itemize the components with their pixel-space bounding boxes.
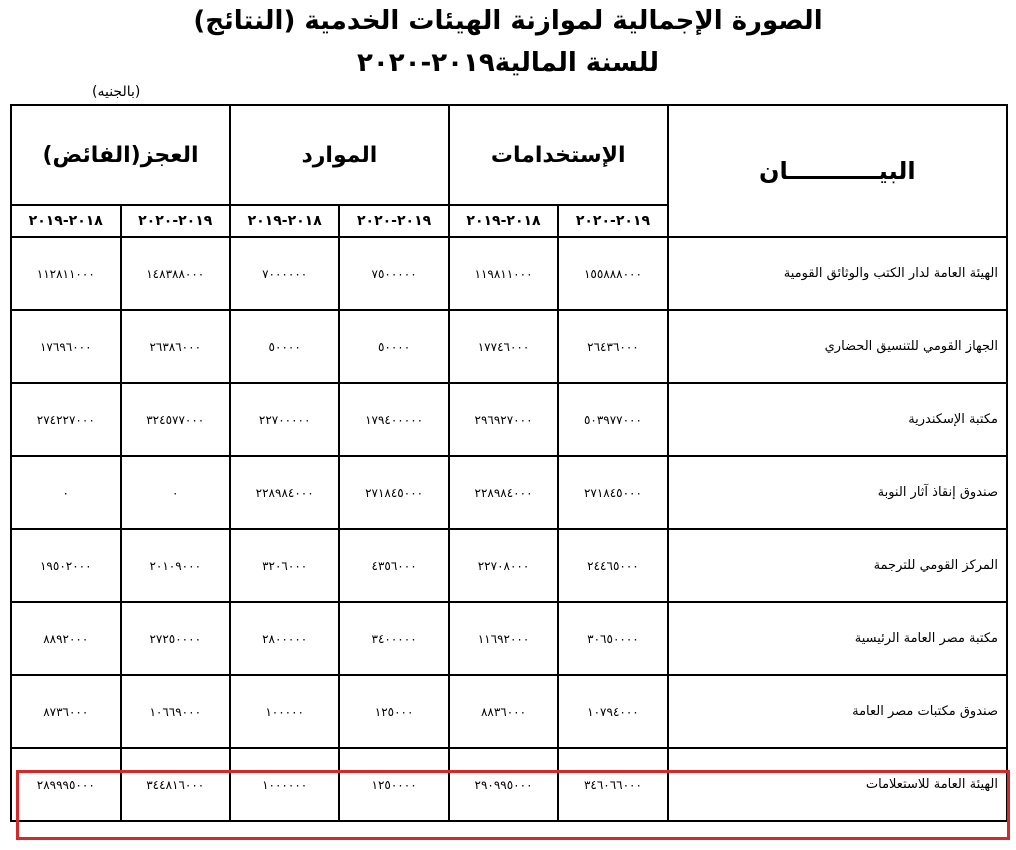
table-cell: ٢٨٠٠٠٠٠ (230, 602, 339, 675)
table-cell: ١٠٠٠٠٠٠ (230, 748, 339, 821)
table-cell: ١٤٨٣٨٨٠٠٠ (121, 237, 230, 310)
table-row (11, 602, 1007, 675)
table-cell: ٢٩٦٩٢٧٠٠٠ (449, 383, 558, 456)
table-cell: ١٠٦٦٩٠٠٠ (121, 675, 230, 748)
year-header: ٢٠١٩-٢٠٢٠ (121, 205, 230, 237)
budget-table (10, 104, 1008, 822)
table-cell: ٢٦٣٨٦٠٠٠ (121, 310, 230, 383)
table-cell: ٧٠٠٠٠٠٠ (230, 237, 339, 310)
row-label: صندوق إنقاذ آثار النوبة (668, 456, 1007, 529)
group-header-deficit: العجز(الفائض) (11, 105, 230, 205)
page-subtitle: للسنة المالية٢٠١٩-٢٠٢٠ (356, 48, 660, 78)
table-row (11, 675, 1007, 748)
table-cell: ٧٥٠٠٠٠٠ (339, 237, 448, 310)
table-cell: ١٩٥٠٢٠٠٠ (11, 529, 121, 602)
table-cell: ١٠٧٩٤٠٠٠ (558, 675, 667, 748)
table-cell: ١١٩٨١١٠٠٠ (449, 237, 558, 310)
table-cell: ٢٠١٠٩٠٠٠ (121, 529, 230, 602)
table-row (11, 748, 1007, 821)
table-cell: ١٧٧٤٦٠٠٠ (449, 310, 558, 383)
table-cell: ٣٤٦٠٦٦٠٠٠ (558, 748, 667, 821)
table-cell: ٣٤٤٨١٦٠٠٠ (121, 748, 230, 821)
table-row (11, 310, 1007, 383)
table-cell: ١٧٩٤٠٠٠٠٠ (339, 383, 448, 456)
table-cell: ٤٣٥٦٠٠٠ (339, 529, 448, 602)
row-label: صندوق مكتبات مصر العامة (668, 675, 1007, 748)
table-cell: ٥٠٠٠٠ (230, 310, 339, 383)
table-cell: ٨٧٣٦٠٠٠ (11, 675, 121, 748)
table-cell: ٢٨٩٩٩٥٠٠٠ (11, 748, 121, 821)
table-cell: ٢٢٨٩٨٤٠٠٠ (449, 456, 558, 529)
unit-note: (بالجنيه) (92, 84, 141, 100)
table-cell: ١٢٥٠٠٠ (339, 675, 448, 748)
year-header: ٢٠١٩-٢٠٢٠ (339, 205, 448, 237)
table-cell: ٢٧٤٢٢٧٠٠٠ (11, 383, 121, 456)
table-cell: ٣٤٠٠٠٠٠ (339, 602, 448, 675)
row-label: مكتبة الإسكندرية (668, 383, 1007, 456)
year-header: ٢٠١٩-٢٠٢٠ (558, 205, 667, 237)
table-cell: ٢٧٢٥٠٠٠٠ (121, 602, 230, 675)
table-cell: ١١٢٨١١٠٠٠ (11, 237, 121, 310)
table-cell: ١٠٠٠٠٠ (230, 675, 339, 748)
group-header-resources: الموارد (230, 105, 449, 205)
table-cell: ٢٩٠٩٩٥٠٠٠ (449, 748, 558, 821)
table-body (11, 237, 1007, 821)
year-header: ٢٠١٨-٢٠١٩ (230, 205, 339, 237)
year-header: ٢٠١٨-٢٠١٩ (449, 205, 558, 237)
row-label: مكتبة مصر العامة الرئيسية (668, 602, 1007, 675)
table-cell: ١٧٦٩٦٠٠٠ (11, 310, 121, 383)
table-cell: ٢٢٧٠٨٠٠٠ (449, 529, 558, 602)
row-label: الهيئة العامة للاستعلامات (668, 748, 1007, 821)
group-header-uses: الإستخدامات (449, 105, 668, 205)
table-cell: ٣٢٤٥٧٧٠٠٠ (121, 383, 230, 456)
table-cell: ٥٠٠٠٠ (339, 310, 448, 383)
table-cell: ٣٢٠٦٠٠٠ (230, 529, 339, 602)
table-row (11, 456, 1007, 529)
table-row (11, 383, 1007, 456)
table-cell: ٠ (11, 456, 121, 529)
table-cell: ٥٠٣٩٧٧٠٠٠ (558, 383, 667, 456)
table-cell: ٢٦٤٣٦٠٠٠ (558, 310, 667, 383)
table-cell: ٣٠٦٥٠٠٠٠ (558, 602, 667, 675)
table-row (11, 529, 1007, 602)
table-cell: ٢٢٧٠٠٠٠٠ (230, 383, 339, 456)
table-cell: ٢٤٤٦٥٠٠٠ (558, 529, 667, 602)
statement-header: البيـــــــــــان (668, 105, 1007, 237)
table-cell: ٢٢٨٩٨٤٠٠٠ (230, 456, 339, 529)
page-title: الصورة الإجمالية لموازنة الهيئات الخدمية (النتائج) (193, 6, 823, 36)
row-label: المركز القومي للترجمة (668, 529, 1007, 602)
table-cell: ١٢٥٠٠٠٠ (339, 748, 448, 821)
row-label: الهيئة العامة لدار الكتب والوثائق القومية (668, 237, 1007, 310)
table-cell: ٢٧١٨٤٥٠٠٠ (339, 456, 448, 529)
table-cell: ١٥٥٨٨٨٠٠٠ (558, 237, 667, 310)
table-cell: ٢٧١٨٤٥٠٠٠ (558, 456, 667, 529)
table-cell: ٨٨٣٦٠٠٠ (449, 675, 558, 748)
row-label: الجهاز القومي للتنسيق الحضاري (668, 310, 1007, 383)
table-cell: ٨٨٩٢٠٠٠ (11, 602, 121, 675)
year-header: ٢٠١٨-٢٠١٩ (11, 205, 121, 237)
table-cell: ١١٦٩٢٠٠٠ (449, 602, 558, 675)
table-row (11, 237, 1007, 310)
table-cell: ٠ (121, 456, 230, 529)
